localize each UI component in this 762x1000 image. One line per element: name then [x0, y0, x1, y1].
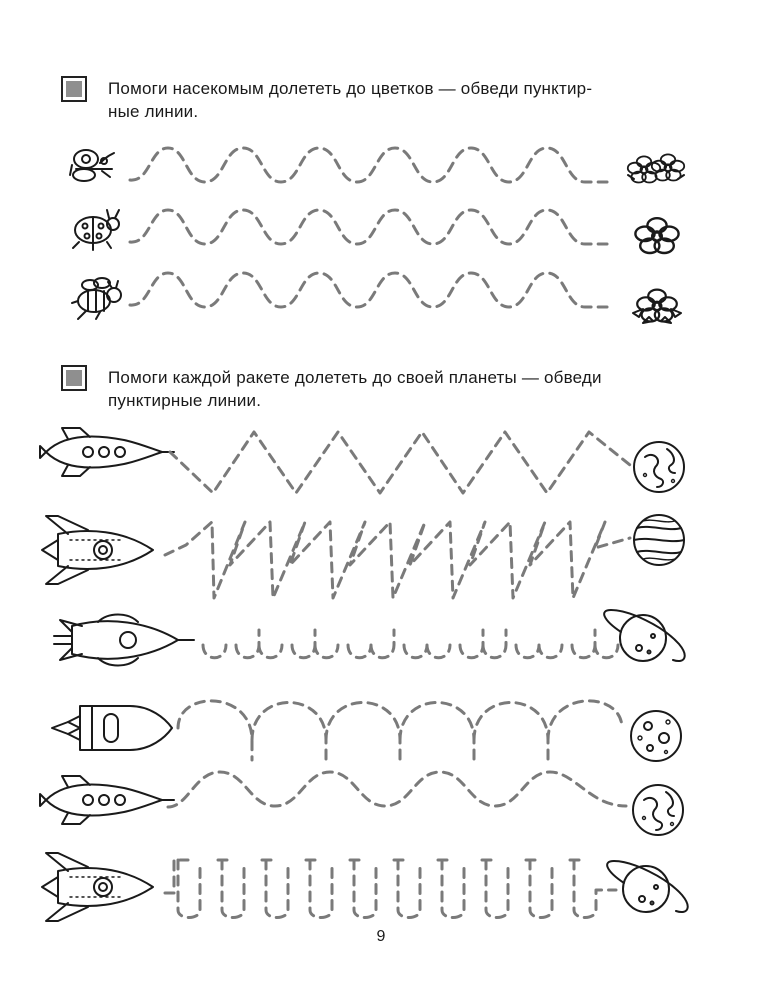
bee-icon [72, 278, 121, 319]
trace-path [130, 210, 614, 244]
rocket-icon [54, 615, 194, 666]
trace-path [165, 522, 630, 598]
instruction-line: пунктирные линии. [108, 391, 262, 410]
rocket-icon [42, 516, 153, 584]
striped-planet-icon [634, 515, 684, 565]
earth-planet-icon [634, 442, 684, 492]
instruction-line: ные линии. [108, 102, 199, 121]
instruction-line: Помоги каждой ракете долететь до своей планеты — обведи [108, 368, 602, 387]
flowers-icon [628, 154, 684, 182]
ladybug-icon [73, 210, 119, 250]
page-number: 9 [376, 928, 386, 945]
rocket-icon [52, 706, 172, 750]
rocket-icon [42, 853, 153, 921]
flower-leaves-icon [633, 290, 681, 323]
trace-path [165, 860, 616, 918]
butterfly-icon [70, 150, 114, 181]
rocket-icon [40, 776, 174, 824]
earth-planet-icon [633, 785, 683, 835]
trace-path [203, 630, 618, 658]
instruction-line: Помоги насекомым долететь до цветков — обведи пунктир- [108, 79, 593, 98]
rocket-icon [40, 428, 174, 476]
trace-path [168, 772, 626, 807]
flower-icon [635, 218, 678, 253]
cratered-planet-icon [631, 711, 681, 761]
trace-path [170, 432, 630, 493]
ringed-planet-icon [607, 861, 688, 912]
ringed-planet-icon [604, 610, 685, 661]
trace-path [130, 148, 614, 182]
trace-path [130, 273, 614, 307]
trace-path [178, 701, 622, 760]
